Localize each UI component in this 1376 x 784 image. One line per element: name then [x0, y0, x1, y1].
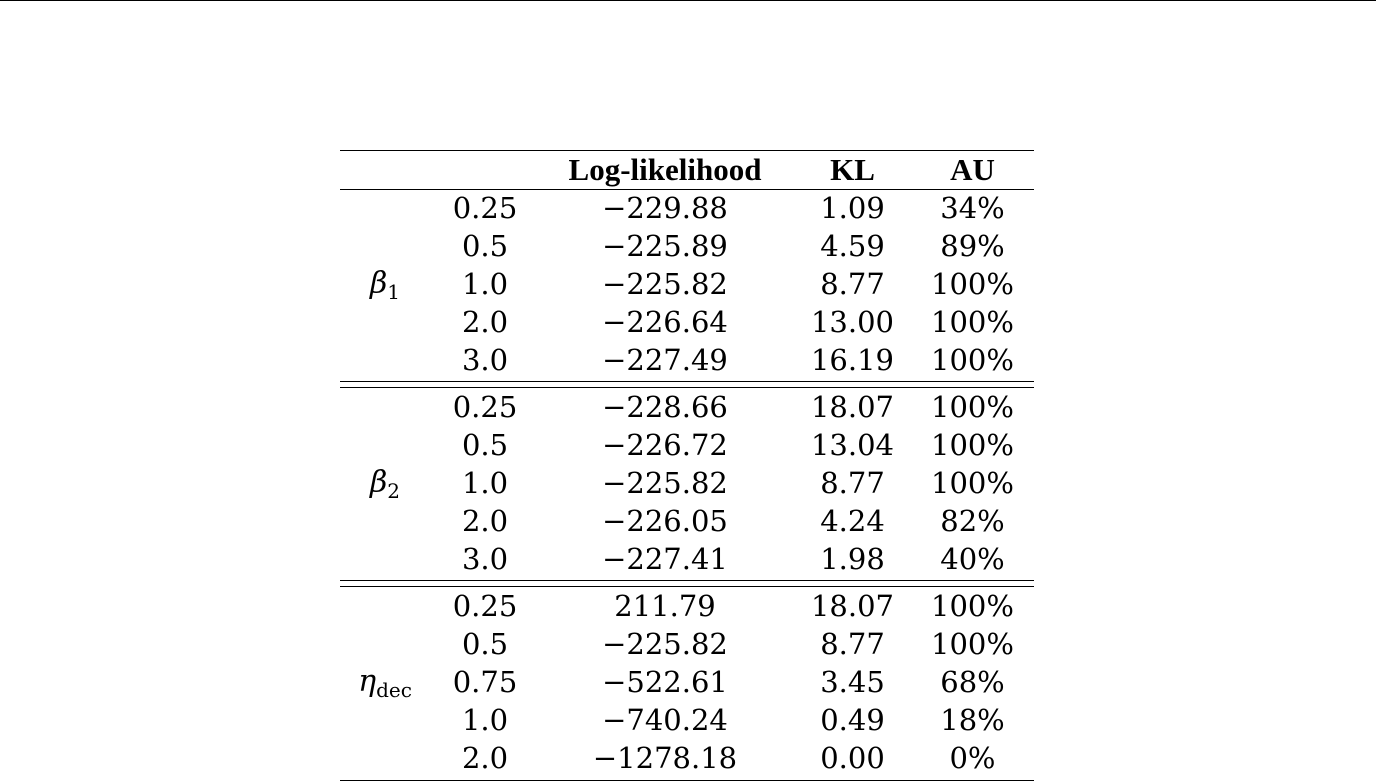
- cell-value: 2.0: [461, 305, 509, 339]
- cell-kl: 8.77: [820, 267, 885, 301]
- cell-value: 0.25: [452, 589, 518, 623]
- cell-au: 100%: [931, 627, 1014, 661]
- group-separator-rule: [340, 381, 1034, 382]
- table-row: [340, 464, 1034, 502]
- cell-log-likelihood: −227.49: [602, 343, 728, 377]
- cell-value: 3.0: [461, 343, 509, 377]
- table-row: [340, 189, 1034, 227]
- cell-kl: 4.24: [820, 504, 885, 538]
- param-subscript: dec: [376, 678, 412, 702]
- cell-log-likelihood: −225.89: [602, 229, 728, 263]
- cell-kl: 4.59: [820, 229, 885, 263]
- table-bottom-rule: [340, 780, 1034, 781]
- cell-kl: 8.77: [820, 466, 885, 500]
- cell-kl: 18.07: [810, 390, 895, 424]
- cell-value: 0.25: [452, 390, 518, 424]
- table-row: [340, 388, 1034, 426]
- cell-kl: 13.00: [810, 305, 895, 339]
- header-log-likelihood: Log-likelihood: [568, 152, 762, 187]
- header-param: [340, 152, 430, 188]
- header-value: [435, 152, 535, 188]
- cell-au: 100%: [931, 390, 1014, 424]
- cell-au: 100%: [931, 305, 1014, 339]
- param-symbol: β: [369, 465, 388, 500]
- cell-value: 1.0: [461, 466, 509, 500]
- cell-kl: 0.49: [820, 703, 885, 737]
- table-top-rule: [340, 150, 1034, 151]
- cell-au: 100%: [931, 343, 1014, 377]
- group-beta-1: [340, 189, 1034, 379]
- table-row: [340, 341, 1034, 379]
- param-subscript: 2: [387, 479, 401, 503]
- cell-kl: 13.04: [810, 428, 895, 462]
- cell-log-likelihood: −1278.18: [592, 741, 738, 775]
- cell-value: 0.75: [452, 665, 518, 699]
- cell-au: 68%: [940, 665, 1005, 699]
- cell-value: 0.5: [461, 229, 509, 263]
- cell-kl: 16.19: [810, 343, 895, 377]
- cell-log-likelihood: −522.61: [602, 665, 728, 699]
- cell-log-likelihood: −226.05: [602, 504, 728, 538]
- cell-kl: 1.09: [820, 191, 885, 225]
- cell-log-likelihood: −225.82: [602, 267, 728, 301]
- table-header-row: [340, 152, 1034, 188]
- cell-value: 2.0: [461, 741, 509, 775]
- cell-kl: 18.07: [810, 589, 895, 623]
- cell-au: 40%: [940, 542, 1005, 576]
- cell-log-likelihood: −225.82: [602, 466, 728, 500]
- cell-kl: 8.77: [820, 627, 885, 661]
- group-separator-rule: [340, 580, 1034, 581]
- cell-value: 1.0: [461, 703, 509, 737]
- cell-value: 0.5: [461, 428, 509, 462]
- table-row: [340, 625, 1034, 663]
- table-row: [340, 426, 1034, 464]
- cell-value: 1.0: [461, 267, 509, 301]
- cell-au: 82%: [940, 504, 1005, 538]
- cell-au: 34%: [940, 191, 1005, 225]
- table-row: [340, 502, 1034, 540]
- param-symbol: β: [369, 266, 388, 301]
- cell-au: 89%: [940, 229, 1005, 263]
- cell-log-likelihood: −226.72: [602, 428, 728, 462]
- page-top-rule: [0, 0, 1376, 1]
- table-row: [340, 663, 1034, 701]
- cell-value: 0.25: [452, 191, 518, 225]
- cell-kl: 0.00: [820, 741, 885, 775]
- cell-log-likelihood: −226.64: [602, 305, 728, 339]
- group-beta-2: [340, 388, 1034, 578]
- header-kl: KL: [830, 152, 875, 187]
- cell-value: 2.0: [461, 504, 509, 538]
- header-au: AU: [950, 152, 995, 187]
- table-row: [340, 587, 1034, 625]
- cell-au: 18%: [940, 703, 1005, 737]
- cell-kl: 3.45: [820, 665, 885, 699]
- group-eta-dec: [340, 587, 1034, 777]
- cell-log-likelihood: 211.79: [614, 589, 716, 623]
- table-row: [340, 739, 1034, 777]
- cell-log-likelihood: −225.82: [602, 627, 728, 661]
- table-row: [340, 303, 1034, 341]
- cell-au: 100%: [931, 466, 1014, 500]
- cell-au: 100%: [931, 589, 1014, 623]
- cell-au: 100%: [931, 428, 1014, 462]
- cell-kl: 1.98: [820, 542, 885, 576]
- param-symbol: η: [358, 664, 377, 699]
- cell-value: 0.5: [461, 627, 509, 661]
- table-row: [340, 701, 1034, 739]
- table-row: [340, 265, 1034, 303]
- cell-log-likelihood: −228.66: [602, 390, 728, 424]
- cell-log-likelihood: −227.41: [602, 542, 728, 576]
- param-subscript: 1: [387, 280, 401, 304]
- cell-log-likelihood: −229.88: [602, 191, 728, 225]
- cell-au: 100%: [931, 267, 1014, 301]
- cell-au: 0%: [949, 741, 996, 775]
- table-row: [340, 540, 1034, 578]
- table-row: [340, 227, 1034, 265]
- cell-log-likelihood: −740.24: [602, 703, 728, 737]
- cell-value: 3.0: [461, 542, 509, 576]
